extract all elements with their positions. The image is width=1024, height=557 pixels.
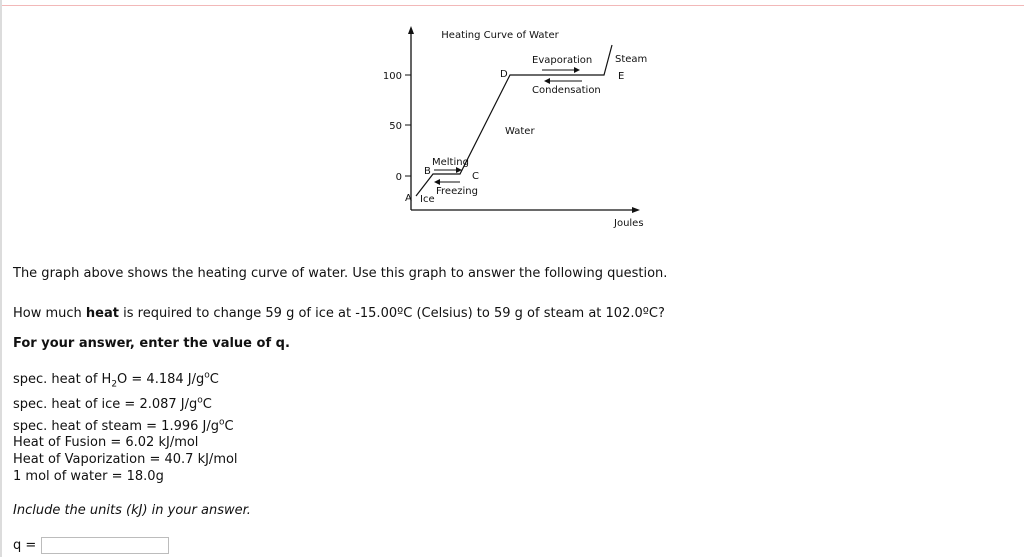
x-axis-arrow [632,207,640,213]
const-ice: spec. heat of ice = 2.087 $J/g^oC$ [13,395,212,412]
y-axis-arrow [408,26,414,34]
const-steam: spec. heat of steam = 1.996 $J/g^oC$ [13,417,234,434]
instruction-text: For your answer, enter the value of q. [13,336,290,351]
point-e-label: E [618,71,625,82]
x-axis-label: Joules [614,218,644,229]
question-bold: heat [85,306,119,321]
question-prefix: How much [13,306,86,321]
tick-label-100: 100 [382,71,402,82]
question-rest: is required to change 59 g of ice at -15.00ºC (Celsius) to 59 g of steam at 102.0ºC? [118,306,665,321]
const-h2o: spec. heat of $H_2O = 4.184$ $J/g^oC$ [13,370,219,390]
point-a-label: A [405,193,412,204]
condensation-arrowhead [544,78,550,84]
intro-text: The graph above shows the heating curve of water. Use this graph to answer the following question. [13,266,668,281]
melting-label: Melting [432,157,469,168]
const-fusion: Heat of Fusion = 6.02 kJ/mol [13,435,199,450]
point-b-label: B [424,166,431,177]
answer-label: q = [13,538,37,553]
water-label: Water [505,126,535,137]
const-molar-mass: 1 mol of water = 18.0g [13,469,164,484]
heating-curve-line [416,45,612,196]
freezing-label: Freezing [436,186,478,197]
units-note: Include the units (kJ) in your answer. [13,503,251,518]
evaporation-label: Evaporation [532,55,593,66]
ice-label: Ice [420,194,435,205]
steam-label: Steam [615,54,648,65]
question-text [13,306,665,321]
answer-input[interactable] [41,537,169,554]
graph-title: Heating Curve of Water [441,30,559,41]
const-vaporization: Heat of Vaporization = 40.7 kJ/mol [13,452,238,467]
heating-curve-graph [0,0,1024,240]
tick-label-50: 50 [389,121,402,132]
point-c-label: C [472,171,479,182]
condensation-label: Condensation [532,85,601,96]
evaporation-arrowhead [574,67,580,73]
point-d-label: D [500,69,508,80]
tick-label-0: 0 [395,172,402,183]
freezing-arrowhead [434,179,440,185]
